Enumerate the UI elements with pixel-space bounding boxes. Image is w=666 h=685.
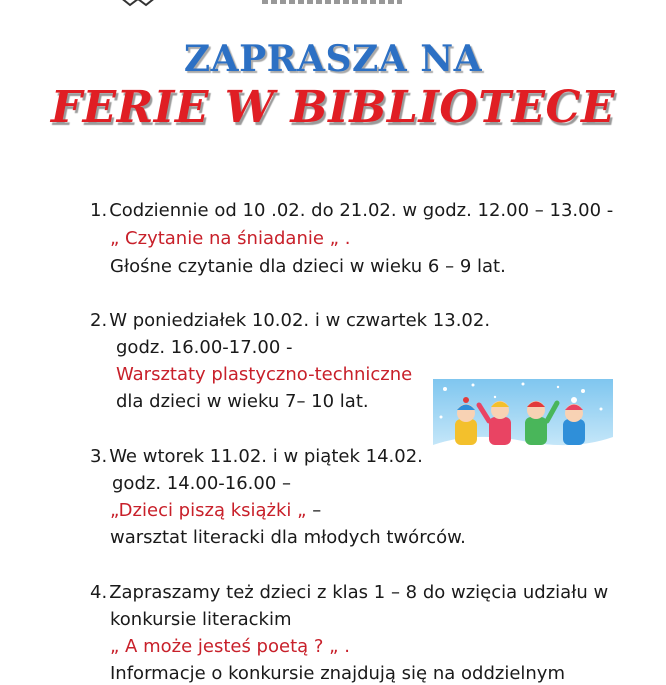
title-zaprasza: ZAPRASZA NA [183, 38, 483, 80]
library-logo-icon [116, 0, 160, 8]
item-4-line-4: Informacje o konkursie znajdują się na oddzielnym [110, 663, 565, 684]
item-4-number: 4. [90, 582, 108, 603]
top-header-strip [0, 0, 666, 8]
item-3-workshop-title: „Dzieci piszą książki „ [110, 500, 307, 521]
item-1-line-2: „ Czytanie na śniadanie „ . [110, 228, 351, 249]
item-4-text-1: Zapraszamy też dzieci z klas 1 – 8 do wzięcia udziału w [109, 582, 609, 603]
header-cut-text [262, 0, 402, 4]
item-1-number: 1. [90, 200, 108, 221]
item-3-text-1: We wtorek 11.02. i w piątek 14.02. [109, 446, 423, 467]
item-4-line-2: konkursie literackim [110, 609, 292, 630]
item-2-line-4: dla dzieci w wieku 7– 10 lat. [116, 391, 369, 412]
item-4-line-1 [90, 582, 608, 604]
item-3-line-2: godz. 14.00-16.00 – [112, 473, 292, 494]
item-1-line-1 [90, 200, 613, 222]
item-3-dash: – [312, 500, 322, 521]
children-in-snow-icon [433, 379, 613, 461]
item-1-line-3: Głośne czytanie dla dzieci w wieku 6 – 9 lat. [110, 256, 506, 277]
item-2-number: 2. [90, 310, 108, 331]
item-1-text-1: Codziennie od 10 .02. do 21.02. w godz. 12.00 – 13.00 - [109, 200, 614, 221]
item-3-line-3 [110, 500, 321, 522]
item-2-line-3: Warsztaty plastyczno-techniczne [116, 364, 413, 385]
item-2-line-1 [90, 310, 490, 332]
item-3-number: 3. [90, 446, 108, 467]
item-3-line-4: warsztat literacki dla młodych twórców. [110, 527, 466, 548]
item-2-text-1: W poniedziałek 10.02. i w czwartek 13.02. [109, 310, 491, 331]
item-2-line-2: godz. 16.00-17.00 - [116, 337, 293, 358]
item-4-line-3: „ A może jesteś poetą ? „ . [110, 636, 350, 657]
title-ferie: FERIE W BIBLIOTECE [50, 82, 616, 133]
item-3-line-1 [90, 446, 423, 468]
